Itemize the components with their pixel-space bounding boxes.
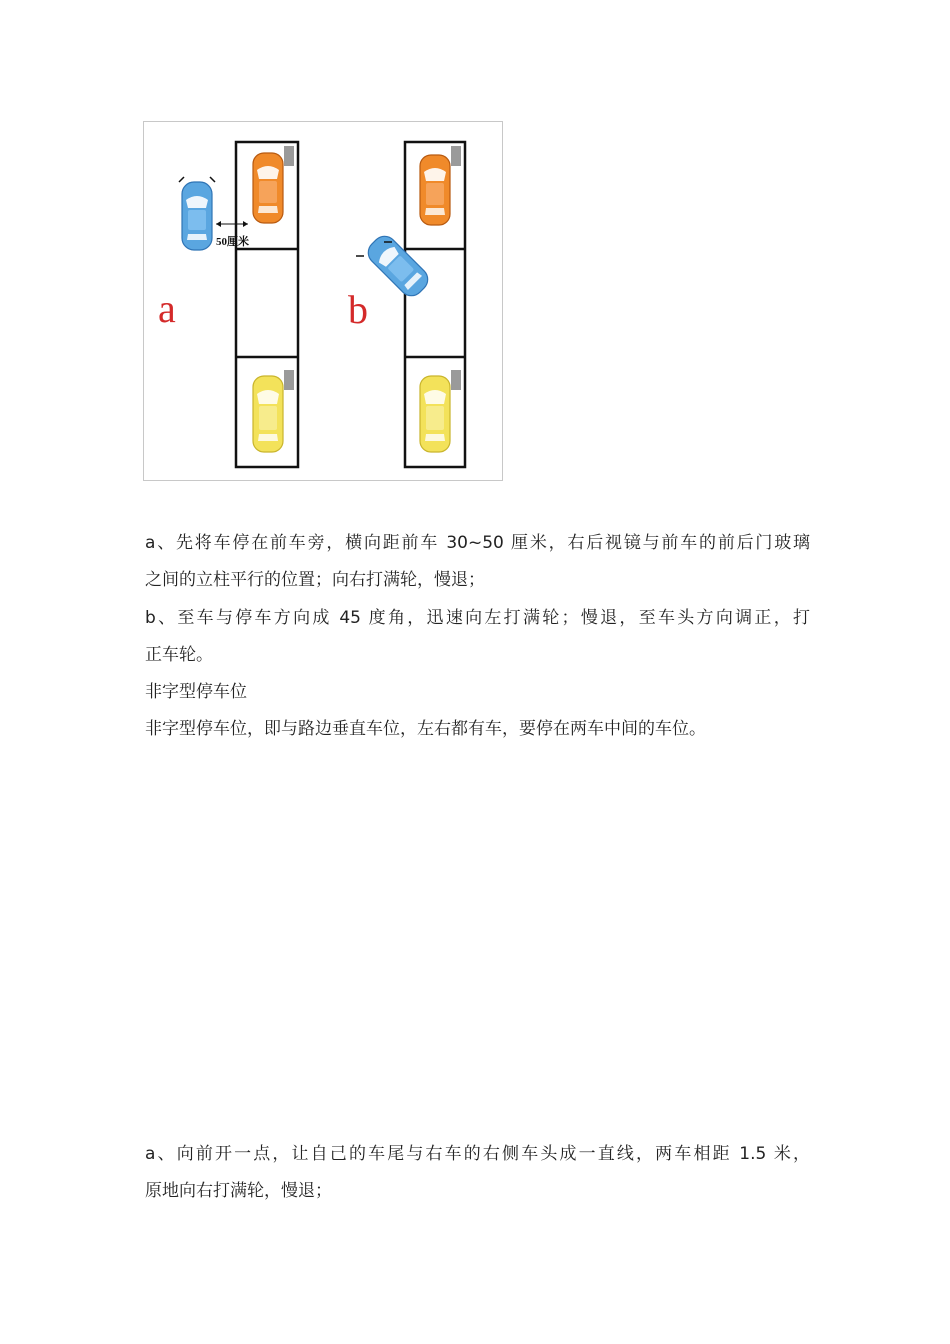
label-a: a [158,286,176,331]
left-shadow-top [284,146,294,166]
left-parking-column [236,142,298,467]
step-b-line-1: b、至车与停车方向成 45 度角，迅速向左打满轮；慢退，至车头方向调正，打 [145,608,810,628]
orange-parked-car-a [253,153,283,223]
step-a-line-2: 之间的立柱平行的位置；向右打满轮，慢退； [145,570,485,590]
section-heading: 非字型停车位 [145,682,247,702]
step-a-paragraph [145,525,810,599]
yellow-parked-car-a [253,376,283,452]
distance-arrow [216,221,248,227]
step-b-paragraph [145,600,810,674]
left-shadow-bottom [284,370,294,390]
label-b: b [348,287,368,332]
step-a-line-1: a、先将车停在前车旁，横向距前车 30~50 厘米，右后视镜与前车的前后门玻璃 [145,533,810,553]
step-a2-paragraph [145,1136,810,1210]
blue-car-b [363,231,432,300]
parking-diagram-svg [144,122,504,482]
section-description: 非字型停车位，即与路边垂直车位，左右都有车，要停在两车中间的车位。 [145,719,706,739]
blue-car-a [182,182,212,250]
right-parking-column [405,142,465,467]
orange-parked-car-b [420,155,450,225]
step-b-line-2: 正车轮。 [145,645,213,665]
mirror-marks-a [179,177,215,182]
parking-diagram [143,121,503,481]
step-a2-line-2: 原地向右打满轮，慢退； [145,1181,332,1201]
distance-label: 50厘米 [216,236,249,248]
step-a2-line-1: a、向前开一点，让自己的车尾与右车的右侧车头成一直线，两车相距 1.5 米， [145,1144,810,1164]
right-shadow-bottom [451,370,461,390]
right-shadow-top [451,146,461,166]
yellow-parked-car-b [420,376,450,452]
